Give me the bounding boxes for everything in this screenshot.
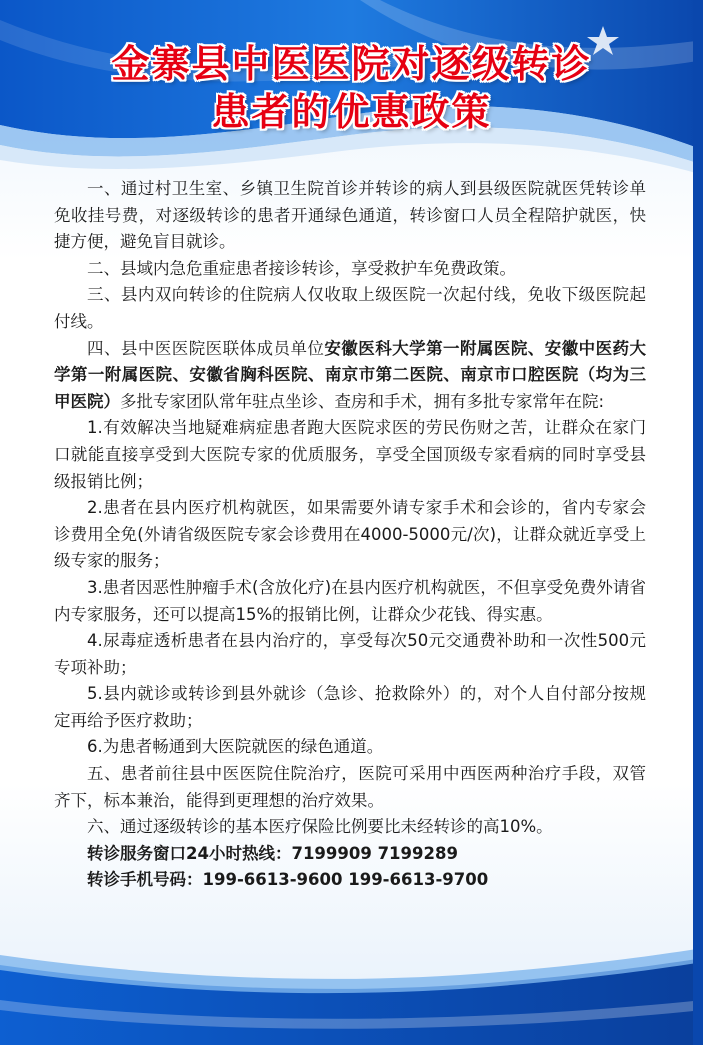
policy-item-3: 三、县内双向转诊的住院病人仅收取上级医院一次起付线，免收下级医院起付线。 <box>54 285 646 331</box>
partner-hospitals: 安徽医科大学第一附属医院、安徽中医药大学第一附属医院、安徽省胸科医院、南京市第二医院、南京市口腔医院（均为三甲医院） <box>54 338 646 411</box>
mobile-text: 转诊手机号码：199-6613-9600 199-6613-9700 <box>87 870 489 890</box>
policy-item-2: 二、县域内急危重症患者接诊转诊，享受救护车免费政策。 <box>87 258 516 278</box>
sub-item-5: 5.县内就诊或转诊到县外就诊（急诊、抢救除外）的，对个人自付部分按规定再给予医疗救助； <box>54 684 646 730</box>
hotline-text: 转诊服务窗口24小时热线：7199909 7199289 <box>87 843 458 863</box>
sub-item-2: 2.患者在县内医疗机构就医，如果需要外请专家手术和会诊的，省内专家会诊费用全免(外请省级医院专家会诊费用在4000-5000元/次)，让群众就近享受上级专家的服务； <box>54 498 646 571</box>
policy-item-5: 五、患者前往县中医医院住院治疗，医院可采用中西医两种治疗手段，双管齐下，标本兼治，能得到更理想的治疗效果。 <box>54 764 646 810</box>
policy-item-1: 一、通过村卫生室、乡镇卫生院首诊并转诊的病人到县级医院就医凭转诊单免收挂号费，对逐级转诊的患者开通绿色通道，转诊窗口人员全程陪护就医，快捷方便，避免盲目就诊。 <box>54 179 646 252</box>
policy-item-4-prefix: 四、县中医医院医联体成员单位 <box>87 338 325 358</box>
policy-item-6: 六、通过逐级转诊的基本医疗保险比例要比未经转诊的高10%。 <box>87 817 553 837</box>
policy-item-4-suffix: 多批专家团队常年驻点坐诊、查房和手术，拥有多批专家常年在院: <box>120 391 605 411</box>
sub-item-4: 4.尿毒症透析患者在县内治疗的，享受每次50元交通费补助和一次性500元专项补助； <box>54 631 646 677</box>
title-line-2: 患者的优惠政策 <box>211 90 492 134</box>
sub-item-1: 1.有效解决当地疑难病症患者跑大医院求医的劳民伤财之苦，让群众在家门口就能直接享受到大医院专家的优质服务，享受全国顶级专家看病的同时享受县级报销比例； <box>54 418 646 491</box>
policy-content <box>54 176 646 894</box>
sub-item-6: 6.为患者畅通到大医院就医的绿色通道。 <box>87 737 384 757</box>
sub-item-3: 3.患者因恶性肿瘤手术(含放化疗)在县内医疗机构就医，不但享受免费外请省内专家服务，还可以提高15%的报销比例，让群众少花钱、得实惠。 <box>54 577 646 624</box>
title-line-1: 金寨县中医医院对逐级转诊 <box>111 42 592 86</box>
poster-title <box>0 40 703 136</box>
policy-item-4 <box>54 336 646 416</box>
